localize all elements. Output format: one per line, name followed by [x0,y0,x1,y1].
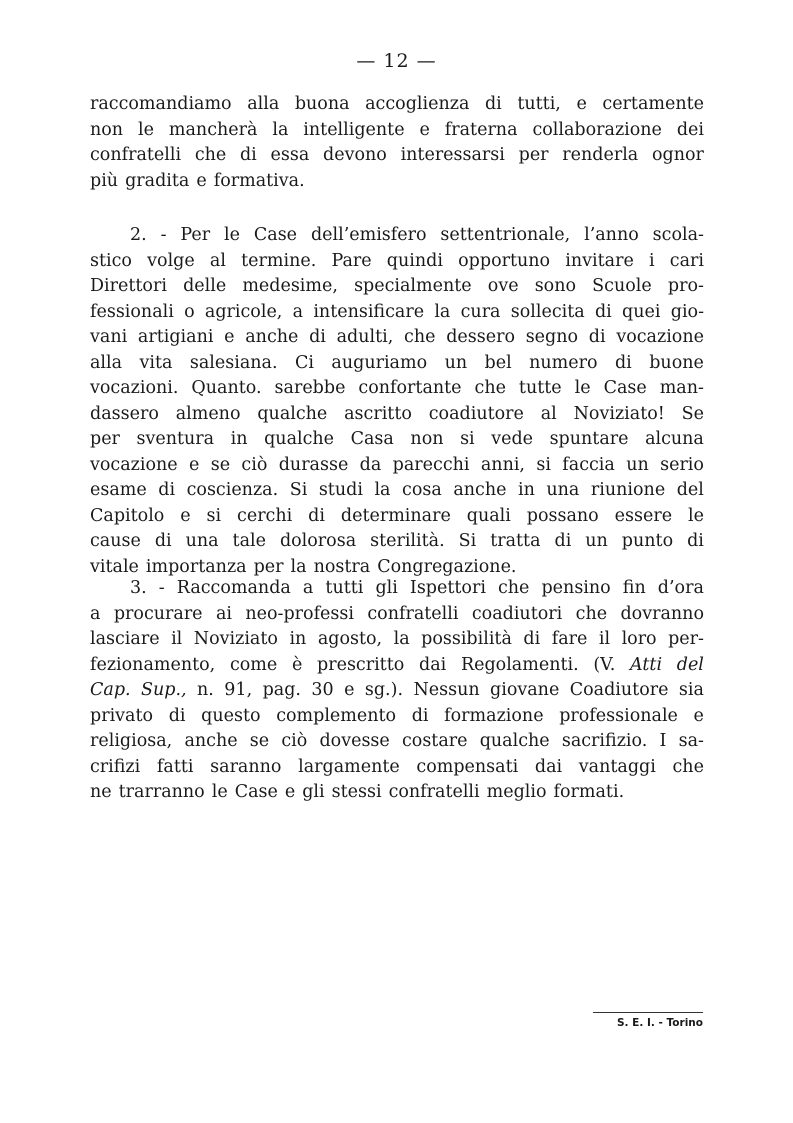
text-line [90,351,704,377]
word: dai [419,654,447,675]
word: man- [659,378,704,398]
word: invitare [565,250,634,271]
word: formazione [444,705,544,726]
word: le [574,378,591,398]
word: Noviziato! [573,403,665,424]
word: di [309,327,326,347]
word: e [344,680,355,700]
word: giovane [490,680,560,700]
word: determinare [340,505,451,526]
word: è [291,654,303,675]
word: in [230,429,248,449]
word: di [411,705,429,726]
text-line [90,427,704,453]
word: numero [529,352,598,373]
word: vita [139,352,173,373]
word: sa- [678,731,704,751]
word: quali [466,505,511,526]
word: di [687,531,704,551]
word: coadiutore [428,403,524,424]
word: pensino [541,578,611,598]
word: intensificare [313,301,425,322]
word: e [224,327,235,347]
word: medesime, [242,276,338,296]
word: fare [551,629,588,649]
word: accoglienza [365,94,470,114]
word: raccomandiamo [90,94,232,114]
word: - [160,225,167,245]
word: cause [90,531,141,551]
word: Si [458,531,477,551]
word: tale [232,531,266,551]
word: le [138,119,154,140]
word: tutti, [517,94,561,114]
word: qualche [479,731,550,751]
word: Per [180,225,211,245]
word: artigiani [137,327,214,347]
word: anche [184,731,238,751]
word: essa [270,145,310,165]
word: dai [534,756,563,777]
word: interessarsi [400,145,505,165]
word: Casa [350,429,394,449]
word: di [158,480,176,500]
word: 30 [311,680,334,700]
word: esame [90,480,147,500]
word: spuntare [549,429,629,449]
text-line [90,755,704,781]
word: buona [294,94,350,114]
word: specialmente [354,276,472,296]
word: come [229,654,278,675]
word: che [474,378,506,398]
word: 3. [130,578,147,598]
word: e [180,505,191,526]
word: l’anno [584,225,639,245]
word: cura [460,301,501,322]
word: possano [526,505,599,526]
word: o [184,301,195,322]
word: gli [302,782,325,802]
word: un [626,454,649,475]
word: gradita [125,170,190,191]
word: serio [660,454,704,475]
word: sarebbe [274,378,346,398]
word: Case [253,225,298,245]
text-line [90,780,704,806]
word: la [374,480,391,500]
word: Sup., [141,680,187,700]
word: formativa. [213,170,305,191]
word: alla [90,352,123,373]
footer-rule [593,1012,703,1013]
word: renderla [562,145,639,165]
word: di [554,531,572,551]
word: Si [289,480,308,500]
word: formati. [553,782,625,802]
word: le [211,782,228,802]
word: di [308,505,325,526]
word: anche [453,480,507,500]
word: che [497,578,530,598]
word: Ispettori [409,578,486,598]
text-line [90,118,704,144]
word: si [536,454,551,475]
word: di [523,629,541,649]
word: faccia [562,454,615,475]
word: Raccomanda [176,578,291,598]
word: vede [491,429,534,449]
word: Ci [294,352,314,373]
word: stico [90,250,132,271]
word: anche [245,327,299,347]
text-line [90,249,704,275]
word: Coadiutore [569,680,669,700]
word: ascritto [344,403,412,424]
word: punto [621,531,674,551]
word: religiosa, [90,731,173,751]
word: sollecita [510,301,585,322]
word: largamente [298,756,400,777]
word: opportuno [458,250,551,271]
word: Case [603,378,647,398]
word: trarranno [118,782,205,802]
word: dessero [446,327,515,347]
word: Capitolo [90,505,165,526]
word: importanza [145,556,247,577]
word: fin [622,578,646,598]
word: Scuole [592,276,652,296]
word: certamente [602,94,704,114]
word: studi [318,480,363,500]
word: di [594,301,612,322]
word: fatti [156,756,194,777]
word: saranno [210,756,282,777]
word: le [224,225,240,245]
word: salesiana. [189,352,278,373]
word: i [649,250,655,271]
word: Direttori [90,276,167,296]
word: ognor [651,145,704,165]
word: 2. [130,225,147,245]
word: sventura [136,429,215,449]
word: possibilità [421,629,512,649]
word: ciò [241,454,268,475]
word: Quanto. [191,378,262,398]
word: sacrifizio. [561,731,648,751]
text-line [90,325,704,351]
paragraph-3 [90,576,704,806]
word: Pare [331,250,372,271]
word: durasse [278,454,349,475]
word: per- [668,629,704,649]
word: Regolamenti. [460,654,579,675]
text-line [90,653,704,679]
word: sterilità. [370,531,445,551]
word: questo [201,705,261,726]
word: dovranno [620,603,704,624]
word: in [517,480,535,500]
word: fessionali [90,301,174,322]
word: si [460,429,475,449]
word: crifizi [90,756,141,777]
word: neo-professi [245,603,354,624]
word: devono [323,145,387,165]
word: meglio [486,782,547,802]
word: per [518,145,549,165]
word: - [158,578,165,598]
word: la [393,629,410,649]
word: tratta [490,531,541,551]
word: qualche [264,429,335,449]
text-line [90,678,704,704]
word: non [90,119,124,140]
word: il [171,629,183,649]
word: essere [614,505,673,526]
word: quei [622,301,661,322]
word: vocazione [90,454,178,475]
word: e [419,119,430,140]
word: procurare [113,603,203,624]
word: si [206,505,222,526]
text-line [90,453,704,479]
word: I [659,731,667,751]
word: gli [375,578,398,598]
word: tutti [325,578,364,598]
word: una [546,480,580,500]
word: confratelli [90,145,182,165]
word: privato [90,705,154,726]
page-number: — 12 — [356,50,437,72]
word: cerchi [237,505,293,526]
word: la [290,556,307,577]
word: volge [147,250,195,271]
word: vitale [90,556,139,577]
word: agricole, [204,301,283,322]
word: dell’emisfero [310,225,427,245]
word: dolorosa [279,531,357,551]
text-line [90,576,704,602]
word: di [239,145,257,165]
word: Cap. [90,680,131,700]
word: per [253,556,284,577]
word: che [575,603,608,624]
word: termine. [241,250,317,271]
word: che [194,145,227,165]
word: alcuna [645,429,704,449]
word: di [154,531,172,551]
word: confortante [358,378,462,398]
word: intelligente [303,119,405,140]
text-line [90,529,704,555]
word: quindi [386,250,443,271]
word: dei [676,119,704,140]
word: Se [681,403,704,424]
word: collaborazione [532,119,662,140]
word: scola- [652,225,704,245]
word: Noviziato [193,629,278,649]
word: tutte [518,378,562,398]
word: dovesse [319,731,390,751]
word: il [598,629,611,649]
word: confratelli [388,782,480,802]
word: complemento [276,705,397,726]
word: Nessun [413,680,480,700]
word: nostra [313,556,371,577]
word: vocazioni. [90,378,179,398]
text-line [90,300,704,326]
text-line [90,143,704,169]
word: agosto, [317,629,383,649]
word: anni, [480,454,525,475]
text-line [90,729,704,755]
word: ove [487,276,519,296]
word: vocazione [616,327,704,347]
word: al [209,250,226,271]
word: ne [90,782,112,802]
word: un [585,531,608,551]
word: riunione [590,480,666,500]
word: ciò [281,731,308,751]
word: vani [90,327,128,347]
word: per [90,429,120,449]
word: pro- [667,276,704,296]
word: non [410,429,444,449]
word: costare [401,731,468,751]
word: bel [484,352,512,373]
word: Case [234,782,278,802]
word: se [249,731,270,751]
word: sg.). [364,680,404,700]
word: confratelli [367,603,459,624]
word: fraterna [444,119,518,140]
text-line [90,504,704,530]
printer-imprint: S. E. I. - Torino [616,1017,703,1029]
word: che [672,756,704,777]
word: che [404,327,436,347]
word: in [289,629,307,649]
word: adulti, [336,327,394,347]
word: dassero [90,403,159,424]
word: ai [215,603,232,624]
word: e [189,454,200,475]
word: mancherà [168,119,258,140]
word: prescritto [317,654,405,675]
word: e [284,782,296,802]
word: almeno [175,403,241,424]
word: a [292,301,304,322]
word: e [196,170,207,191]
word: compensati [416,756,519,777]
word: la [434,301,451,322]
word: stessi [331,782,382,802]
word: 91, [224,680,253,700]
word: a [90,603,101,624]
word: a [302,578,314,598]
word: delle [183,276,227,296]
word: di [614,352,632,373]
word: se [210,454,231,475]
word: e [693,705,704,726]
word: sono [534,276,577,296]
word: al [540,403,557,424]
paragraph-1 [90,92,704,194]
text-line [90,402,704,428]
word: n. [197,680,214,700]
word: di [588,327,606,347]
word: alla [247,94,280,114]
word: di [484,94,502,114]
word: parecchi [392,454,470,475]
word: del [676,480,704,500]
word: (V. [593,654,616,675]
word: la [272,119,289,140]
text-line [90,274,704,300]
word: lasciare [90,629,160,649]
word: qualche [257,403,328,424]
word: da [359,454,382,475]
word: le [687,505,704,526]
word: cari [669,250,704,271]
word: coscienza. [186,480,279,500]
word: segno [525,327,579,347]
text-line [90,169,704,195]
text-line [90,704,704,730]
word: d’ora [657,578,704,598]
word: e [576,94,587,114]
word: vantaggi [578,756,656,777]
word: auguriamo [331,352,428,373]
word: fezionamento, [90,654,216,675]
word: professionale [559,705,678,726]
word: di [168,705,186,726]
word: del [676,654,704,675]
word: un [444,352,468,373]
word: una [185,531,219,551]
text-line [90,376,704,402]
word: pag. [262,680,301,700]
text-line [90,92,704,118]
word: settentrionale, [440,225,571,245]
word: più [90,170,119,191]
word: Atti [630,654,663,675]
paragraph-2 [90,223,704,580]
word: loro [621,629,657,649]
word: buone [649,352,704,373]
word: gio- [670,301,704,322]
word: Congregazione. [377,556,517,577]
word: cosa [402,480,442,500]
word: coadiutori [471,603,563,624]
word: sia [678,680,704,700]
text-line [90,478,704,504]
text-line [90,223,704,249]
text-line [90,602,704,628]
text-line [90,627,704,653]
